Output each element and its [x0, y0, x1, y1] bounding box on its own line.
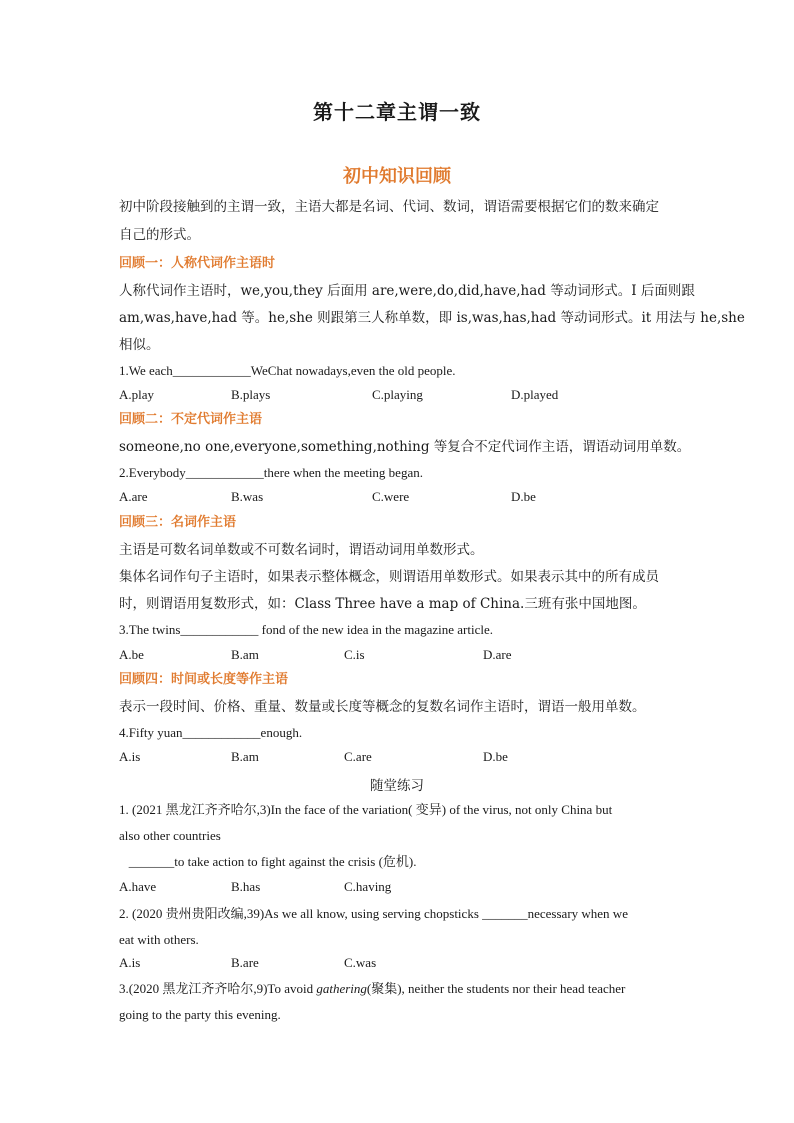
intro-line-2: 自己的形式。 — [119, 227, 200, 243]
section4-heading: 回顾四：时间或长度等作主语 — [119, 672, 289, 687]
page-title: 第十二章主谓一致 — [313, 100, 481, 124]
q2-option-d: D.be — [511, 489, 536, 504]
practice-q1-line-1: 1. (2021 黑龙江齐齐哈尔,3)In the face of the variation( 变异) of the virus, not only China but — [119, 802, 613, 817]
q1-option-d: D.played — [511, 387, 559, 402]
section2-line-1: someone,no one,everyone,something,nothing 等复合不定代词作主语，谓语动词用单数。 — [119, 439, 691, 455]
practice-q1-line-3: _______to take action to fight against the crisis (危机). — [119, 854, 417, 869]
q4-option-c: C.are — [344, 749, 372, 764]
q3-option-d: D.are — [483, 647, 512, 662]
q2-option-a: A.are — [119, 489, 148, 504]
question-3: 3.The twins____________ fond of the new idea in the magazine article. — [119, 622, 494, 637]
section1-line-1: 人称代词作主语时，we,you,they 后面用 are,were,do,did,have,had 等动词形式。I 后面则跟 — [119, 283, 695, 299]
q3-option-b: B.am — [231, 647, 259, 662]
pq2-option-a: A.is — [119, 955, 141, 970]
intro-line-1: 初中阶段接触到的主谓一致，主语大都是名词、代词、数词，谓语需要根据它们的数来确定 — [119, 199, 659, 215]
section-subtitle: 初中知识回顾 — [343, 166, 451, 187]
practice-q3-line-2: going to the party this evening. — [119, 1007, 281, 1022]
pq3-text-pre: 3.(2020 黑龙江齐齐哈尔,9)To avoid — [119, 981, 317, 996]
pq3-text-italic: gathering — [316, 981, 367, 996]
question-1: 1.We each____________WeChat nowadays,even the old people. — [119, 363, 456, 378]
q2-option-c: C.were — [372, 489, 410, 504]
section4-line-1: 表示一段时间、价格、重量、数量或长度等概念的复数名词作主语时，谓语一般用单数。 — [119, 699, 646, 715]
q1-option-a: A.play — [119, 387, 155, 402]
section3-line-3: 时，则谓语用复数形式，如：Class Three have a map of China.三班有张中国地图。 — [119, 596, 646, 612]
section3-heading: 回顾三：名词作主语 — [119, 515, 237, 530]
practice-heading: 随堂练习 — [370, 778, 424, 794]
section1-line-3: 相似。 — [119, 337, 160, 353]
practice-q3-line-1 — [119, 980, 679, 998]
pq1-option-b: B.has — [231, 879, 261, 894]
section2-heading: 回顾二：不定代词作主语 — [119, 412, 263, 427]
section1-line-2: am,was,have,had 等。he,she 则跟第三人称单数，即 is,was,has,had 等动词形式。it 用法与 he,she — [119, 310, 745, 326]
section3-line-2: 集体名词作句子主语时，如果表示整体概念，则谓语用单数形式。如果表示其中的所有成员 — [119, 569, 659, 585]
pq3-text-post: (聚集), neither the students nor their head teacher — [366, 981, 626, 996]
q3-option-c: C.is — [344, 647, 365, 662]
q4-option-a: A.is — [119, 749, 141, 764]
q2-option-b: B.was — [231, 489, 264, 504]
pq2-option-b: B.are — [231, 955, 259, 970]
pq1-option-c: C.having — [344, 879, 392, 894]
q1-option-b: B.plays — [231, 387, 271, 402]
q1-option-c: C.playing — [372, 387, 423, 402]
q4-option-d: D.be — [483, 749, 508, 764]
section3-line-1: 主语是可数名词单数或不可数名词时，谓语动词用单数形式。 — [119, 542, 484, 558]
q4-option-b: B.am — [231, 749, 259, 764]
pq1-option-a: A.have — [119, 879, 157, 894]
question-4: 4.Fifty yuan____________enough. — [119, 725, 303, 740]
practice-q2-line-2: eat with others. — [119, 932, 199, 947]
pq2-option-c: C.was — [344, 955, 377, 970]
section1-heading: 回顾一：人称代词作主语时 — [119, 256, 276, 271]
practice-q2-line-1: 2. (2020 贵州贵阳改编,39)As we all know, using serving chopsticks _______necessary when we — [119, 906, 628, 921]
question-2: 2.Everybody____________there when the meeting began. — [119, 465, 423, 480]
practice-q1-line-2: also other countries — [119, 828, 221, 843]
q3-option-a: A.be — [119, 647, 144, 662]
